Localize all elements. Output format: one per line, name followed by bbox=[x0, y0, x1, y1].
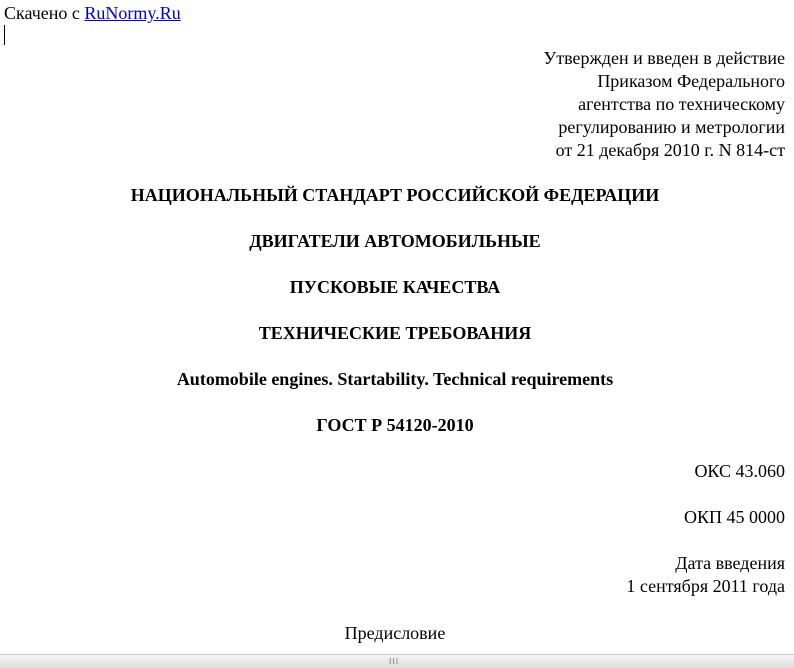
okp-code: ОКП 45 0000 bbox=[683, 507, 785, 527]
english-title: Automobile engines. Startability. Technical requirements bbox=[176, 369, 614, 389]
requirements-title: ТЕХНИЧЕСКИЕ ТРЕБОВАНИЯ bbox=[258, 323, 532, 343]
approval-line-3: агентства по техническому bbox=[578, 94, 785, 114]
intro-date-value: 1 сентября 2011 года bbox=[626, 576, 785, 596]
approval-line-2: Приказом Федерального bbox=[597, 71, 785, 91]
approval-block bbox=[543, 47, 785, 162]
oks-code: ОКС 43.060 bbox=[694, 461, 785, 481]
standard-title: НАЦИОНАЛЬНЫЙ СТАНДАРТ РОССИЙСКОЙ ФЕДЕРАЦИИ bbox=[130, 185, 660, 205]
gost-number: ГОСТ Р 54120-2010 bbox=[316, 415, 474, 435]
subject-title: ДВИГАТЕЛИ АВТОМОБИЛЬНЫЕ bbox=[249, 231, 541, 251]
source-prefix: Скачено с bbox=[4, 3, 85, 23]
preface-heading: Предисловие bbox=[344, 623, 446, 643]
text-cursor bbox=[4, 25, 5, 45]
horizontal-scrollbar[interactable] bbox=[0, 654, 794, 668]
quality-title: ПУСКОВЫЕ КАЧЕСТВА bbox=[289, 277, 501, 297]
scrollbar-grip-icon[interactable]: III bbox=[389, 657, 400, 666]
approval-line-5: от 21 декабря 2010 г. N 814-ст bbox=[555, 140, 785, 160]
source-line bbox=[4, 2, 181, 24]
intro-date-label: Дата введения bbox=[675, 553, 785, 573]
source-link[interactable]: RuNormy.Ru bbox=[84, 3, 181, 23]
approval-line-1: Утвержден и введен в действие bbox=[543, 48, 785, 68]
approval-line-4: регулированию и метрологии bbox=[558, 117, 785, 137]
